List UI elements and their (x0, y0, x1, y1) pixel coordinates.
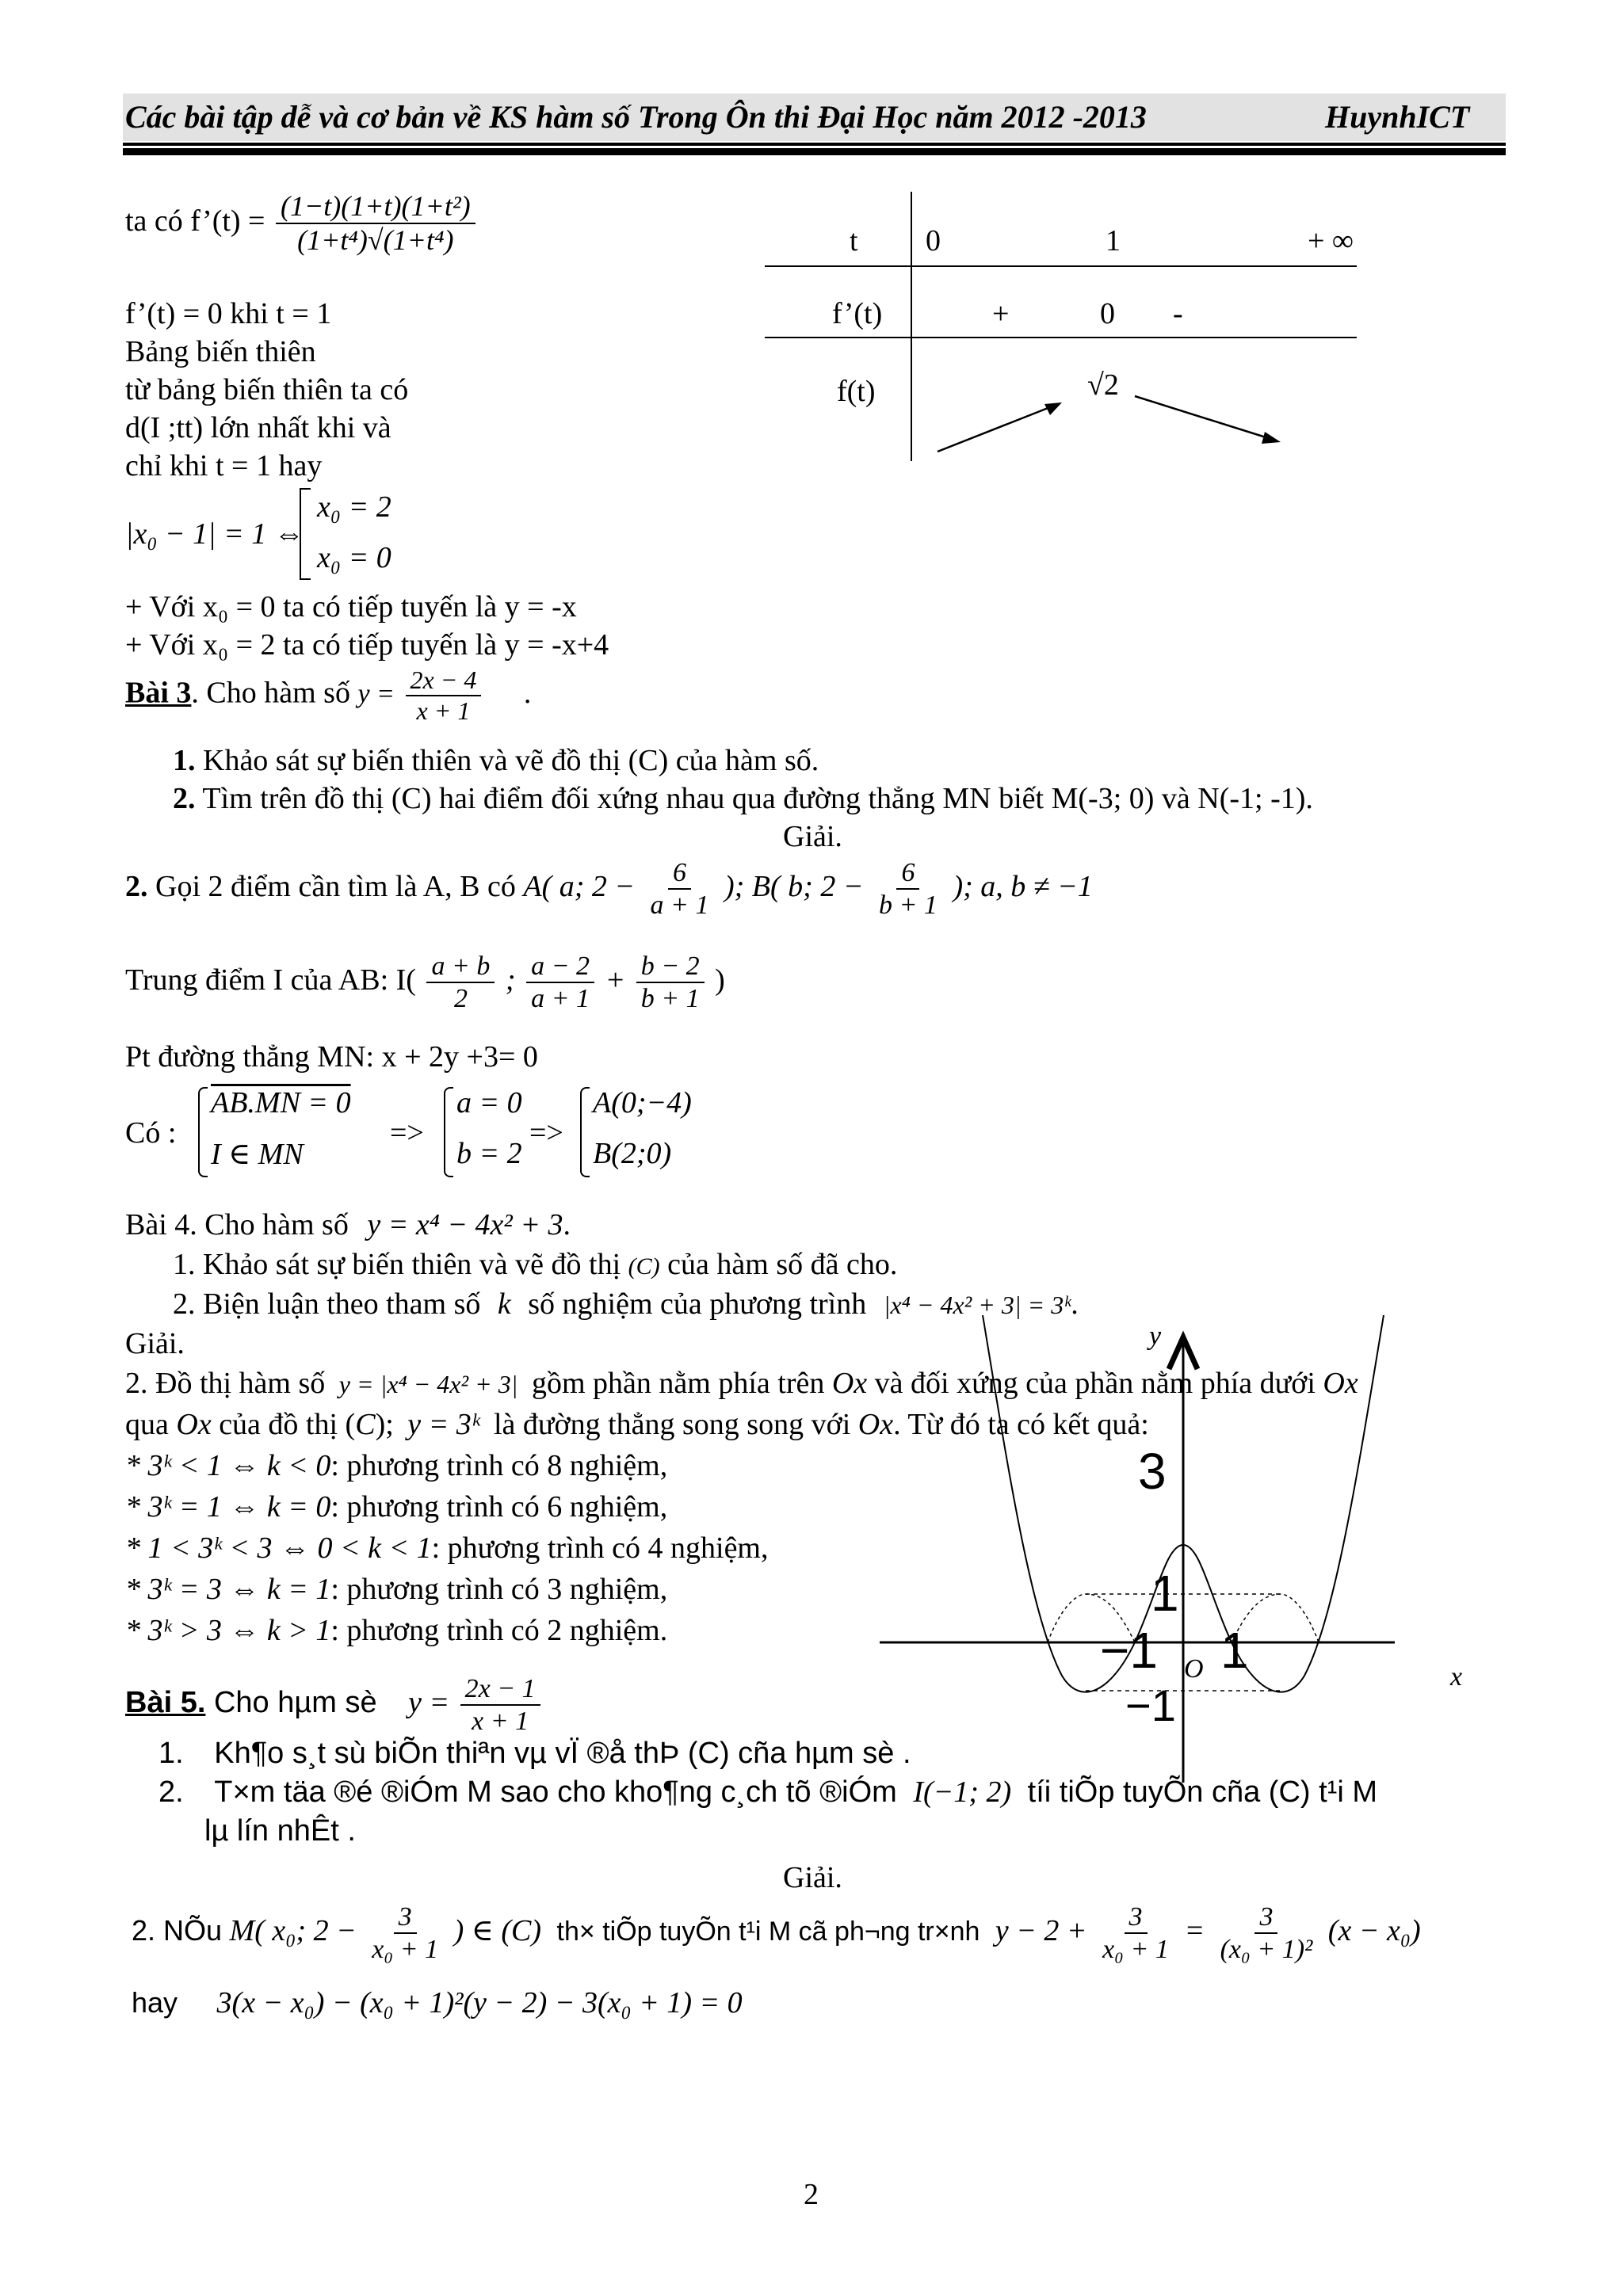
graph-label-1: 1 (1151, 1565, 1179, 1622)
bai5-y: y = (408, 1685, 450, 1719)
bai3-lead: . Cho hàm số (191, 676, 350, 710)
bai3-mid-sep: ; (505, 963, 516, 997)
bai4-case-1 (125, 1448, 667, 1483)
bai5-giai: Giải. (783, 1861, 842, 1894)
bai5-q2-a: T×m täa ®é ®iÓm M sao cho kho¶ng c¸ch tõ ®iÓm (214, 1775, 897, 1809)
bai4-case-2-text: : phương trình có 6 nghiệm, (330, 1490, 668, 1524)
bai4-s2-c: C (355, 1408, 376, 1441)
bai5-q2-b: tíi tiÕp tuyÕn cña (C) t¹i M (1027, 1775, 1377, 1809)
table-fp-minus: - (1173, 297, 1183, 330)
increase-arrowhead (1044, 402, 1062, 415)
bai3-system-1-row1: AB.MN = 0 (211, 1086, 351, 1119)
tangent-1: + Với x₀ = 0 ta có tiếp tuyến là y = -x (125, 590, 577, 624)
bai3-system-1-brace (198, 1087, 208, 1177)
bai3-mid-f2-num: a − 2 (526, 951, 594, 983)
bai5-q2-number: 2. (158, 1775, 184, 1809)
bai4-q1-end: của hàm số đã cho. (667, 1248, 898, 1281)
bai4-s2-ox2: Ox (857, 1408, 894, 1441)
bai3-q2 (173, 781, 1313, 816)
bai3-arrow-1: => (390, 1116, 424, 1150)
table-fp-label: f’(t) (832, 297, 883, 330)
page-number: 2 (804, 2178, 819, 2211)
bai3-system-2-row1: a = 0 (456, 1086, 522, 1119)
bai5-q1 (158, 1737, 911, 1771)
bai4-case-1-text: : phương trình có 8 nghiệm, (330, 1449, 668, 1482)
bai5-denominator: x + 1 (472, 1707, 529, 1737)
graph-origin-label: O (1184, 1654, 1204, 1684)
bai3-midpoint-label: Trung điểm I của AB: I( (125, 963, 416, 997)
bai3-denominator: x + 1 (416, 696, 471, 725)
bai5-s1-eq-frac2 (1216, 1901, 1318, 1965)
bai3-arrow-2: => (529, 1116, 563, 1150)
bai4-q1 (173, 1247, 897, 1282)
bai4-q1-curve: (C) (628, 1253, 660, 1280)
bai3-co: Có : (125, 1116, 177, 1150)
increase-arrow (938, 404, 1058, 452)
bai4-s2-b: của đồ thị ( (219, 1408, 356, 1441)
bai5-s2-equation: 3(x − x₀) − (x₀ + 1)²(y − 2) − 3(x₀ + 1) = 0 (216, 1986, 743, 2019)
bai3-y: y = (357, 679, 395, 709)
table-fp-zero: 0 (1100, 297, 1115, 330)
bai3-giai: Giải. (783, 820, 842, 853)
header-author: HuynhICT (1325, 99, 1470, 135)
bai4-case-5 (125, 1613, 667, 1648)
bai3-ab-condition: ); a, b ≠ −1 (953, 869, 1093, 903)
bai5-title: Bài 5. (125, 1685, 206, 1719)
bai4-function: y = x⁴ − 4x² + 3 (367, 1208, 563, 1241)
bai5-s2-a: hay (132, 1986, 178, 2019)
bai5-q2-cont: lµ lín nhÊt . (204, 1814, 356, 1848)
graph-label-neg1-down: −1 (1125, 1680, 1176, 1730)
decrease-arrowhead (1262, 432, 1281, 444)
bai5-s1-num: 3 (394, 1901, 417, 1934)
derivative-label: ta có f’(t) = (125, 204, 265, 238)
bai3-mid-f1-num: a + b (426, 951, 495, 983)
bai3-a-num: 6 (668, 857, 691, 890)
bai3-system-2-brace (444, 1087, 453, 1177)
bai3-point-b: ); B( b; 2 − (724, 869, 864, 903)
bai4-case-2-cond: * 3ᵏ = 1 ⇔ k = 0 (125, 1490, 331, 1524)
bai3-mid-close: ) (715, 963, 725, 997)
bai5-solution-2 (132, 1985, 743, 2020)
bai3-result-b: B(2;0) (593, 1137, 672, 1170)
bai4-q2-dot: . (1071, 1287, 1079, 1321)
bai3-q1 (173, 743, 819, 778)
bai3-mid-f1 (426, 951, 495, 1014)
tangent-2: + Với x₀ = 2 ta có tiếp tuyến là y = -x+4 (125, 628, 609, 662)
bai4-case-3-cond: * 1 < 3ᵏ < 3 ⇔ 0 < k < 1 (125, 1531, 432, 1565)
bai4-case-2 (125, 1489, 667, 1524)
graph-label-1-right: 1 (1220, 1622, 1249, 1679)
bai4-s2-ox: Ox (176, 1408, 212, 1441)
table-f-max: √2 (1087, 368, 1119, 402)
bai4-giai: Giải. (125, 1327, 185, 1360)
bai3-b-num: 6 (896, 857, 919, 890)
bai3-title: Bài 3 (125, 676, 192, 710)
bai3-a-den: a + 1 (650, 891, 709, 921)
bai4-statement (125, 1207, 571, 1242)
bai3-s1-lead: 2. (125, 869, 148, 903)
bai4-case-4 (125, 1572, 667, 1607)
bai3-mid-f2 (526, 951, 594, 1014)
bai3-a-fraction (646, 857, 714, 921)
case-1: x₀ = 2 (317, 490, 391, 524)
from-bbt: từ bảng biến thiên ta có (125, 373, 409, 406)
bai5-s1-eq-frac2-num: 3 (1254, 1901, 1277, 1934)
bai4-s2-a: qua (125, 1408, 169, 1441)
bai4-dot: . (563, 1208, 571, 1241)
abs-equation: |x₀ − 1| = 1 ⇔ (125, 517, 304, 551)
bai3-mid-f3 (636, 951, 705, 1014)
bai3-mid-f2-den: a + 1 (531, 984, 590, 1014)
bai5-numerator: 2x − 1 (460, 1673, 540, 1706)
bai5-q1-number: 1. (158, 1737, 184, 1770)
max-distance: d(I ;tt) lớn nhất khi và (125, 411, 391, 444)
bai3-s1-text: Gọi 2 điểm cần tìm là A, B có (147, 869, 516, 903)
bai3-system-2-row2: b = 2 (456, 1137, 522, 1170)
bai4-q1-text: 1. Khảo sát sự biến thiên và vẽ đồ thị (173, 1248, 621, 1281)
zero-derivative: f’(t) = 0 khi t = 1 (125, 297, 332, 330)
bai3-solution-1 (125, 857, 1093, 921)
bai5-s1-eq-end: (x − x₀) (1327, 1913, 1421, 1947)
graph-label-neg1-left: −1 (1100, 1622, 1158, 1679)
bai5-q2-point: I(−1; 2) (913, 1775, 1012, 1809)
table-t0: 0 (926, 224, 941, 257)
header-title: Các bài tập dễ và cơ bản về KS hàm số Trong Ôn thi Đại Học năm 2012 -2013 (125, 99, 1147, 135)
bai3-b-fraction (874, 857, 942, 921)
bai5-s1-eq-frac1 (1098, 1901, 1174, 1965)
bai5-s1-a: 2. NÕu (132, 1913, 223, 1947)
bai4-q2-equation: |x⁴ − 4x² + 3| = 3ᵏ (883, 1291, 1071, 1319)
bai3-statement (125, 666, 531, 726)
bai3-fraction (406, 666, 482, 726)
graph-label-3: 3 (1138, 1443, 1167, 1500)
derivative-denominator: (1+t⁴)√(1+t⁴) (297, 224, 454, 257)
bai3-system-3-brace (580, 1087, 590, 1177)
bai4-s1-a: 2. Đồ thị hàm số (125, 1367, 326, 1400)
bai4-s2-f: . Từ đó ta có kết quả: (893, 1408, 1149, 1441)
bai3-system-1-row2: I ∈ MN (211, 1138, 304, 1171)
bai5-s1-eq-a: y − 2 + (995, 1913, 1087, 1947)
bai4-s1-equation: y = |x⁴ − 4x² + 3| (338, 1370, 518, 1398)
graph-x-label: x (1450, 1662, 1463, 1691)
table-tinf: + ∞ (1308, 224, 1354, 257)
bai5-s1-b: th× tiÕp tuyÕn t¹i M cã ph¬ng tr×nh (556, 1916, 980, 1947)
bai3-solution-2 (125, 951, 725, 1014)
bai3-mid-f3-num: b − 2 (636, 951, 705, 983)
bai5-solution-1 (132, 1901, 1421, 1965)
bai5-s1-eq-frac1-num: 3 (1125, 1901, 1148, 1934)
bai4-case-1-cond: * 3ᵏ < 1 ⇔ k < 0 (125, 1449, 331, 1482)
bai4-s1-b: gồm phần nằm phía trên (531, 1367, 825, 1400)
bai4-q2-text: 2. Biện luận theo tham số (173, 1287, 481, 1321)
bai5-statement (125, 1673, 544, 1737)
bai3-q2-text: Tìm trên đồ thị (C) hai điểm đối xứng nhau qua đường thẳng MN biết M(-3; 0) và N(-1; -1). (195, 782, 1313, 815)
bai5-s1-in: ) ∈ (C) (453, 1913, 542, 1947)
table-fp-plus: + (992, 297, 1010, 330)
bai5-q2 (158, 1775, 1377, 1810)
bai3-q1-number: 1. (173, 744, 196, 777)
bai5-fraction (460, 1673, 540, 1737)
bbt-label: Bảng biến thiên (125, 335, 316, 368)
bai3-b-den: b + 1 (878, 891, 938, 921)
bai5-q1-text: Kh¶o s¸t sù biÕn thiªn vµ vÏ ®å thÞ (C) cña hµm sè . (214, 1737, 911, 1770)
graph-y-label: y (1149, 1322, 1162, 1351)
bai4-s1-ox: Ox (831, 1367, 868, 1400)
derivative-numerator: (1−t)(1+t)(1+t²) (276, 190, 475, 224)
bai4-q2-mid: số nghiệm của phương trình (528, 1287, 867, 1321)
table-f-label: f(t) (837, 375, 876, 408)
bai5-s1-den: x₀ + 1 (372, 1935, 439, 1965)
bai4-case-3 (125, 1531, 769, 1566)
bai4-case-3-text: : phương trình có 4 nghiệm, (431, 1531, 769, 1565)
decrease-arrow (1135, 396, 1276, 441)
bai4-case-4-text: : phương trình có 3 nghiệm, (330, 1573, 668, 1606)
bai3-mid-plus: + (605, 963, 626, 997)
bai3-point-a: A( a; 2 − (523, 869, 636, 903)
bai3-mid-f3-den: b + 1 (640, 984, 700, 1014)
bai5-s1-eq-mid: = (1184, 1913, 1205, 1947)
table-t-label: t (850, 224, 858, 257)
bai4-s1-c: và đối xứng của phần nằm phía dưới (874, 1367, 1316, 1400)
case-2: x₀ = 0 (317, 541, 391, 574)
bai5-lead: Cho hµm sè (205, 1685, 377, 1719)
bai4-case-4-cond: * 3ᵏ = 3 ⇔ k = 1 (125, 1573, 331, 1606)
bai4-title: Bài 4. Cho hàm số (125, 1208, 349, 1241)
table-t1: 1 (1106, 224, 1121, 257)
bai4-case-5-cond: * 3ᵏ > 3 ⇔ k > 1 (125, 1614, 331, 1647)
bai4-q2-k: k (497, 1287, 511, 1321)
bai4-case-5-text: : phương trình có 2 nghiệm. (330, 1614, 668, 1647)
bai3-mid-f1-den: 2 (453, 984, 468, 1014)
bai3-result-a: A(0;−4) (593, 1086, 692, 1119)
bai5-s1-fraction (367, 1901, 443, 1965)
bai4-s2-equation: y = 3ᵏ (407, 1408, 480, 1441)
bai5-s1-eq-frac2-den: (x₀ + 1)² (1220, 1935, 1313, 1965)
bai5-s1-eq-frac1-den: x₀ + 1 (1102, 1935, 1169, 1965)
bai3-numerator: 2x − 4 (406, 666, 482, 696)
bai5-s1-point: M( x₀; 2 − (229, 1913, 357, 1947)
bai4-s1-ox2: Ox (1323, 1367, 1358, 1400)
iff-line: chỉ khi t = 1 hay (125, 449, 323, 482)
bai3-q2-number: 2. (173, 782, 196, 815)
bai3-line-mn: Pt đường thẳng MN: x + 2y +3= 0 (125, 1040, 538, 1074)
bai3-dot: . (523, 676, 532, 710)
bai4-s2-e: là đường thẳng song song với (493, 1408, 851, 1441)
bai3-q1-text: Khảo sát sự biến thiên và vẽ đồ thị (C) của hàm số. (195, 744, 819, 777)
bai4-s2-d: ); (375, 1408, 394, 1441)
